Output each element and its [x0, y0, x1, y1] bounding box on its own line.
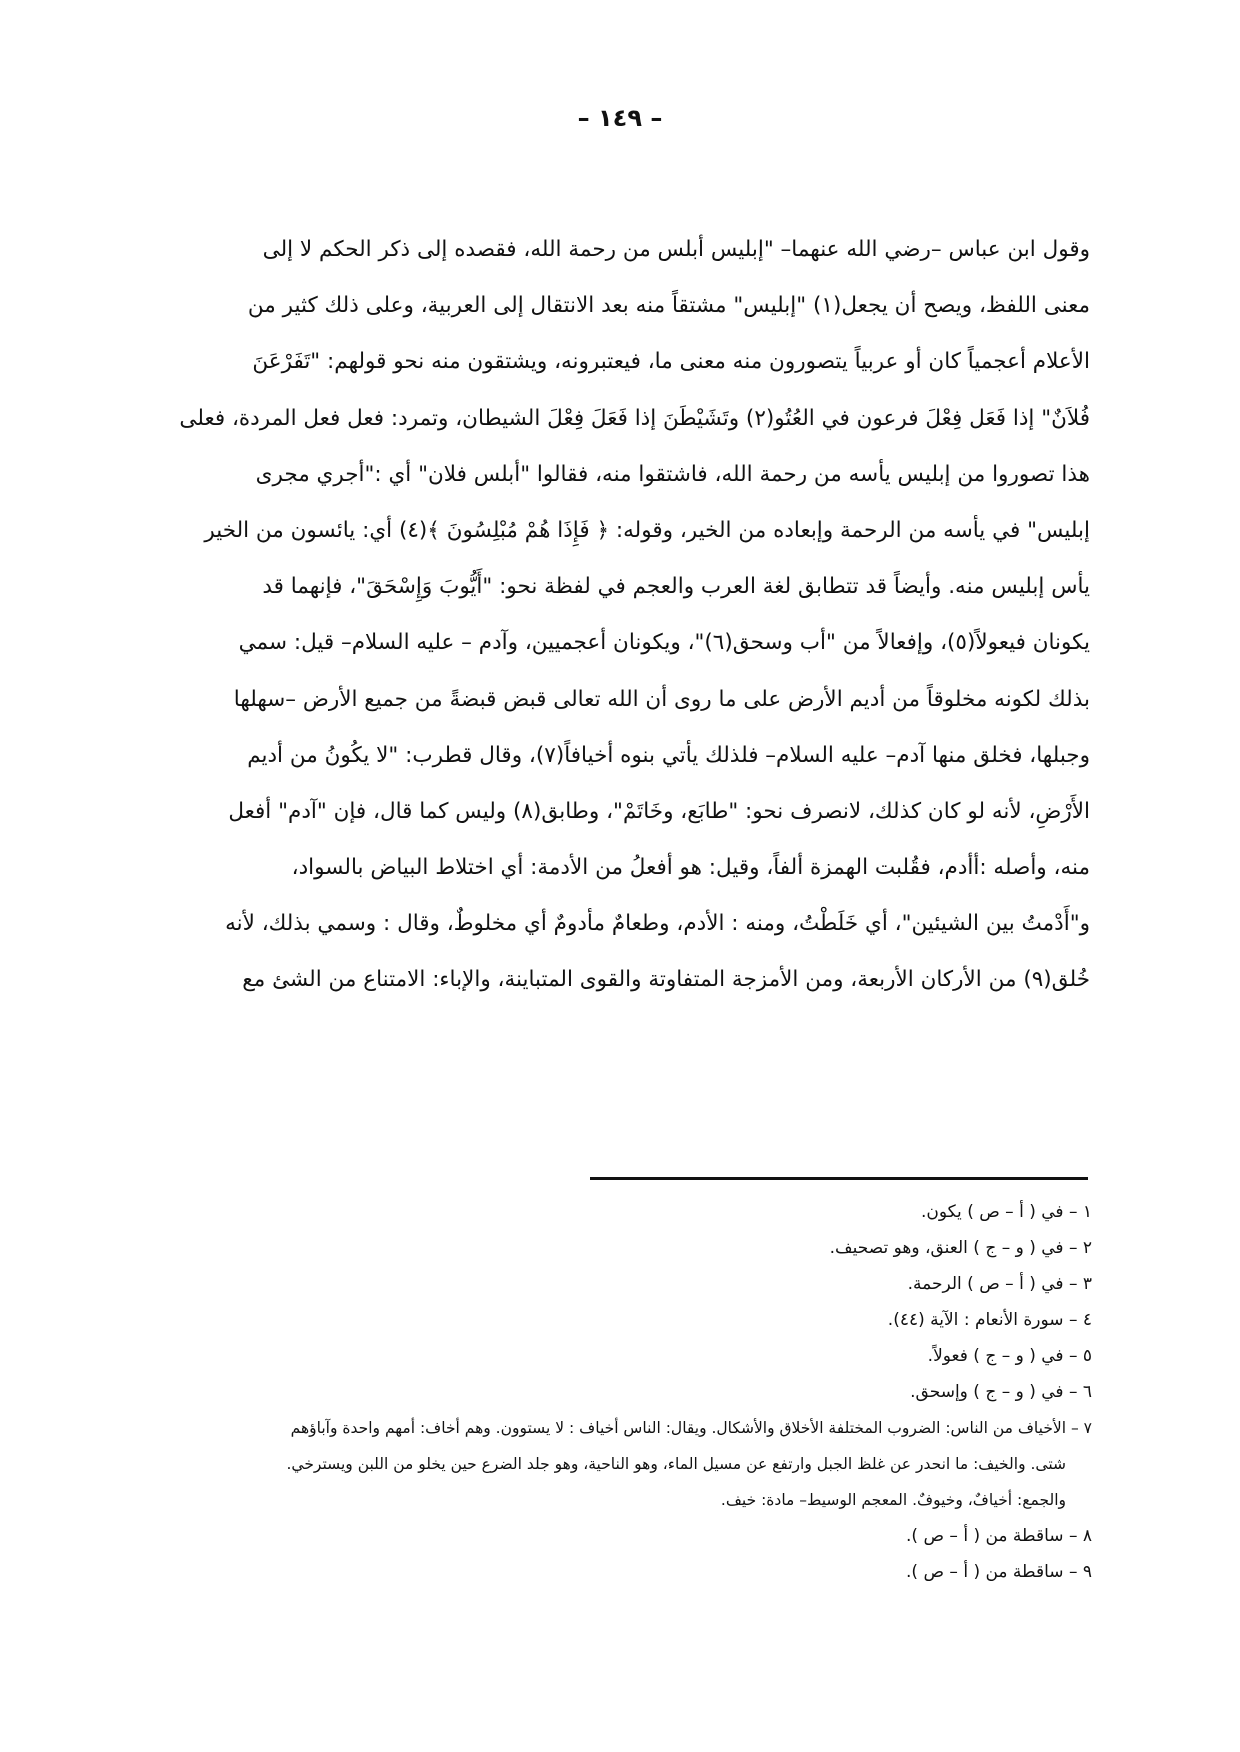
text-line: خُلق(٩) من الأركان الأربعة، ومن الأمزجة المتفاوتة والقوى المتباينة، والإباء: الامتناع من الشئ مع	[242, 967, 1090, 993]
footnotes	[150, 1194, 1092, 1590]
text-line: الأعلام أعجمياً كان أو عربياً يتصورون منه معنى ما، فيعتبرونه، ويشتقون منه نحو قولهم: "تَفَرْعَنَ	[252, 349, 1090, 375]
text-line: بذلك لكونه مخلوقاً من أديم الأرض على ما روى أن الله تعالى قبض قبضةً من جميع الأرض –سهلها	[233, 686, 1090, 712]
footnote: ٤ – سورة الأنعام : الآية (٤٤).	[887, 1310, 1092, 1330]
page-number: – ١٤٩ –	[577, 104, 663, 132]
text-line: هذا تصوروا من إبليس يأسه من رحمة الله، فاشتقوا منه، فقالوا "أبلس فلان" أي :"أجري مجرى	[255, 461, 1090, 487]
footnote-separator	[590, 1177, 1088, 1180]
footnote: ٨ – ساقطة من ( أ – ص ).	[906, 1526, 1092, 1546]
text-line: يكونان فيعولاً(٥)، وإفعالاً من "أب وسحق(٦)"، ويكونان أعجميين، وآدم – عليه السلام– قيل: سمي	[238, 630, 1090, 656]
text-line: وجبلها، فخلق منها آدم– عليه السلام– فلذلك يأتي بنوه أخيافاً(٧)، وقال قطرب: "لا يكُونُ من أديم	[247, 742, 1090, 768]
footnote: ٦ – في ( و – ج ) وإسحق.	[910, 1382, 1092, 1402]
text-line: و"أَدْمتُ بين الشيئين"، أي خَلَطْتُ، ومنه : الأدم، وطعامٌ مأدومٌ أي مخلوطٌ، وقال : وسمي بذلك، لأنه	[225, 911, 1090, 937]
text-line: معنى اللفظ، ويصح أن يجعل(١) "إبليس" مشتقاً منه بعد الانتقال إلى العربية، وعلى ذلك كثير من	[247, 293, 1090, 319]
footnote-continuation: والجمع: أخيافٌ، وخيوفٌ. المعجم الوسيط– مادة: خيف.	[720, 1491, 1066, 1509]
text-line: فُلاَنٌ" إذا فَعَل فِعْلَ فرعون في العُتُو(٢) وتَشَيْطَنَ إذا فَعَلَ فِعْلَ الشيطان، وتمرد: فعل فعل المردة، فعلى	[179, 405, 1090, 431]
footnote-continuation: شتى. والخيف: ما انحدر عن غلظ الجبل وارتفع عن مسيل الماء، وهو الناحية، وهو جلد الضرع حين يخلو من اللبن ويسترخي.	[286, 1455, 1066, 1473]
footnote: ١ – في ( أ – ص ) يكون.	[921, 1202, 1092, 1222]
footnote: ٩ – ساقطة من ( أ – ص ).	[906, 1562, 1092, 1582]
text-line: منه، وأصله :أأدم، فقُلبت الهمزة ألفاً، وقيل: هو أفعلُ من الأدمة: أي اختلاط البياض بالسواد،	[291, 855, 1090, 881]
text-line: الأَرْضِ، لأنه لو كان كذلك، لانصرف نحو: "طابَع، وخَاتَمْ"، وطابق(٨) وليس كما قال، فإن "آدم" أفعل	[228, 798, 1090, 824]
footnote: ٣ – في ( أ – ص ) الرحمة.	[907, 1274, 1092, 1294]
text-line: يأس إبليس منه. وأيضاً قد تتطابق لغة العرب والعجم في لفظة نحو: "أَيُّوبَ وَإِسْحَقَ"، فإنهما قد	[262, 574, 1090, 600]
text-line: وقول ابن عباس –رضي الله عنهما– "إبليس أبلس من رحمة الله، فقصده إلى ذكر الحكم لا إلى	[262, 237, 1090, 262]
footnote: ٥ – في ( و – ج ) فعولاً.	[927, 1346, 1092, 1366]
footnote: ٧ – الأخياف من الناس: الضروب المختلفة الأخلاق والأشكال. ويقال: الناس أخياف : لا يستوون. وهم أخاف: أمهم واحدة وآباؤهم	[290, 1419, 1092, 1437]
main-text	[150, 222, 1090, 1009]
text-line: إبليس" في يأسه من الرحمة وإبعاده من الخير، وقوله: ﴿ فَإِذَا هُمْ مُبْلِسُونَ ﴾(٤) أي: يائسون من الخير	[204, 517, 1090, 543]
footnote: ٢ – في ( و – ج ) العنق، وهو تصحيف.	[829, 1238, 1092, 1258]
